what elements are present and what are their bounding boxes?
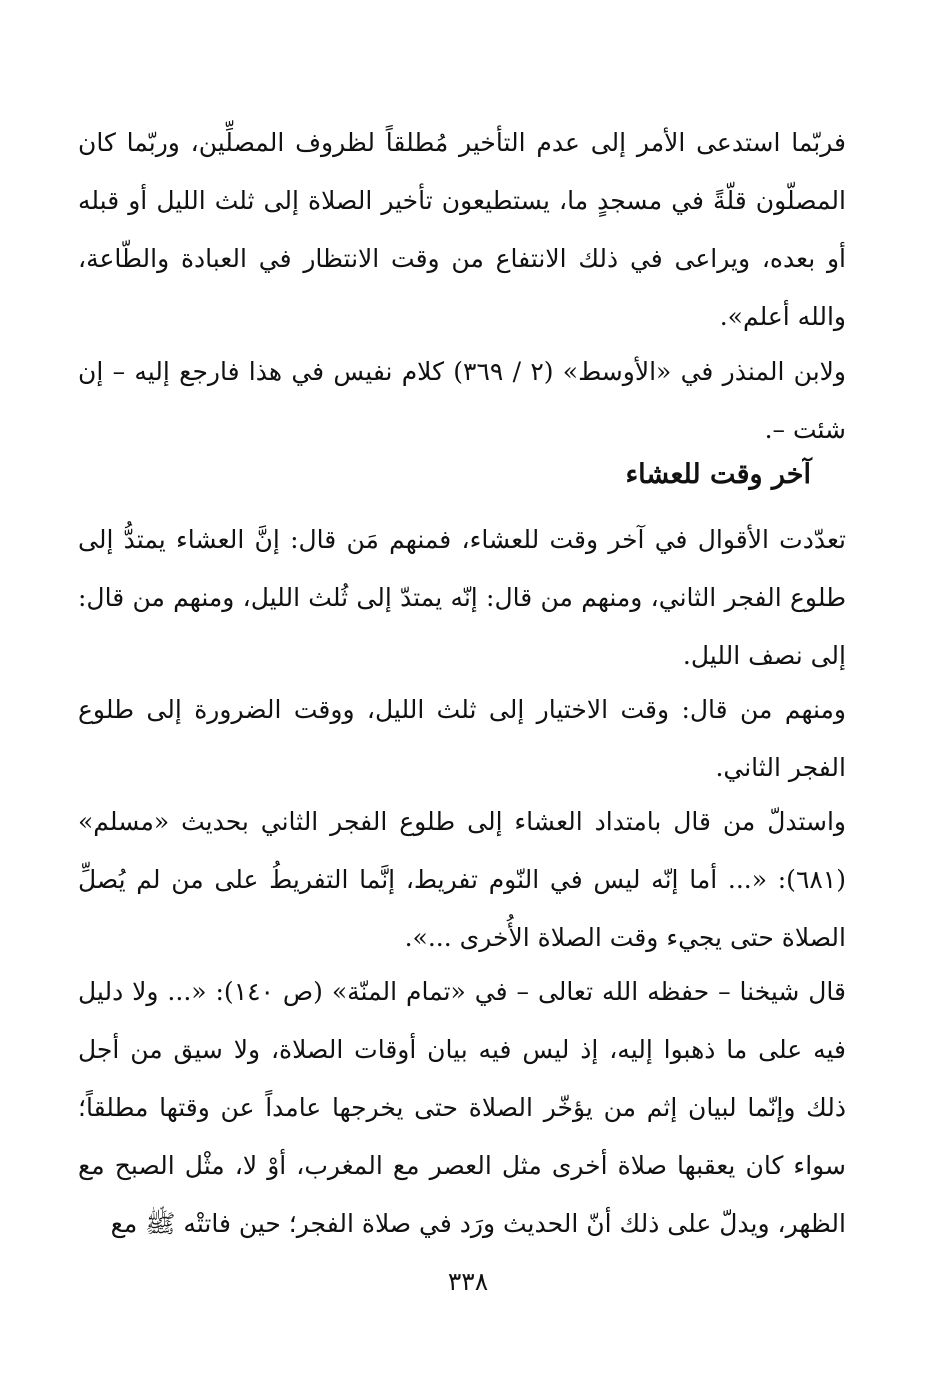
paragraph-quote-ending: فربّما استدعى الأمر إلى عدم التأخير مُطلقاً لظروف المصلِّين، وربّما كان المصلّون قلّةً في مسجدٍ ما، يستطيعون تأخير الصلاة إلى ثلث الليل أو قبله أو بعده، ويراعى في ذلك الانتفاع من وقت الانتظار في العبادة والطّاعة، والله أعلم». — [78, 128, 846, 331]
paragraph-muslim-hadith: واستدلّ من قال بامتداد العشاء إلى طلوع الفجر الثاني بحديث «مسلم» (٦٨١): «... أما إنّه ليس في النّوم تفريط، إنَّما التفريطُ على من لم يُصلِّ الصلاة حتى يجيء وقت الصلاة الأُخرى ...». — [78, 807, 846, 952]
section-heading: آخر وقت للعشاء — [625, 459, 811, 490]
paragraph-choice-necessity: ومنهم من قال: وقت الاختيار إلى ثلث الليل، ووقت الضرورة إلى طلوع الفجر الثاني. — [78, 695, 846, 782]
paragraph-ibn-almundhir: ولابن المنذر في «الأوسط» (٢ / ٣٦٩) كلام نفيس في هذا فارجع إليه – إن شئت –. — [78, 357, 847, 444]
paragraph-shaykh-quote: قال شيخنا – حفظه الله تعالى – في «تمام المنّة» (ص ١٤٠): «... ولا دليل فيه على ما ذهبوا إليه، إذ ليس فيه بيان أوقات الصلاة، ولا سيق من أجل ذلك وإنّما لبيان إثم من يؤخّر الصلاة حتى يخرجها عامداً عن وقتها مطلقاً؛ سواء كان يعقبها صلاة أخرى مثل العصر مع المغرب، أوْ لا، مثْل الصبح مع الظهر، ويدلّ على ذلك أنّ الحديث ورَد في صلاة الفجر؛ حين فاتتْه ﷺ مع — [78, 977, 846, 1238]
page-number: ٣٣٨ — [447, 1267, 489, 1296]
paragraph-opinions: تعدّدت الأقوال في آخر وقت للعشاء، فمنهم مَن قال: إنَّ العشاء يمتدُّ إلى طلوع الفجر الثاني، ومنهم من قال: إنّه يمتدّ إلى ثُلث الليل، ومنهم من قال: إلى نصف الليل. — [78, 525, 846, 670]
